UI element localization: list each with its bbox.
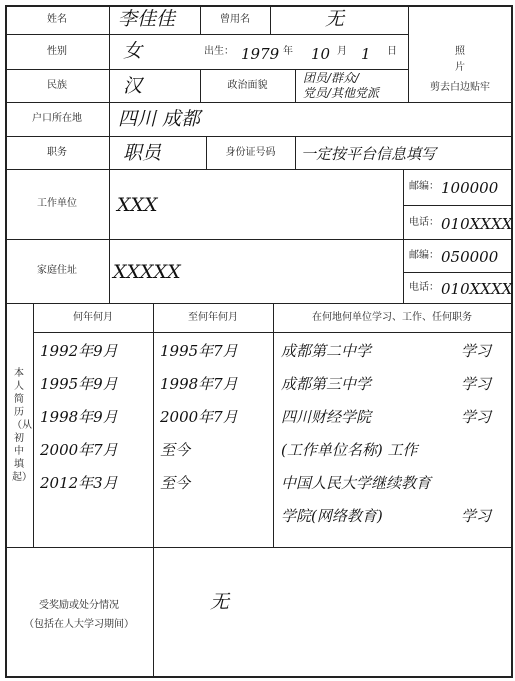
resume-where: (工作单位名称) 工作 [281, 441, 418, 459]
id-number-value: 一定按平台信息填写 [301, 145, 437, 163]
ethnicity-label: 民族 [47, 79, 67, 91]
home-inner-line [403, 272, 511, 273]
hukou-label: 户口所在地 [32, 113, 82, 124]
col-line-political-b [295, 69, 296, 102]
resume-from: 2012年3月 [40, 474, 118, 492]
name-value: 李佳佳 [118, 8, 176, 30]
birth-label: 出生： [204, 46, 234, 57]
col-line-label [109, 5, 110, 303]
registration-form [5, 5, 513, 678]
col-line-contact [403, 169, 404, 303]
awards-value: 无 [210, 591, 230, 613]
work-postcode-value: 100000 [441, 179, 499, 197]
resume-role: 学习 [461, 408, 492, 426]
home-phone-value: 010XXXX [441, 280, 513, 298]
work-phone-label: 电话： [409, 217, 439, 228]
resume-role: 学习 [461, 342, 492, 360]
resume-from: 1992年9月 [40, 342, 118, 360]
former-name-label: 曾用名 [220, 13, 250, 25]
gender-label: 性别 [47, 45, 67, 57]
day-unit: 日 [387, 46, 397, 57]
awards-label-1: 受奖励或处分情况 [39, 600, 119, 611]
month-unit: 月 [337, 46, 347, 57]
year-unit: 年 [283, 46, 293, 57]
work-phone-value: 010XXXX [441, 215, 513, 233]
resume-col-from: 何年何月 [73, 311, 113, 323]
birth-month-value: 10 [311, 45, 331, 63]
col-line-former-b [270, 5, 271, 34]
resume-to: 至今 [160, 474, 191, 492]
col-line-resume-side [33, 303, 34, 547]
work-unit-label: 工作单位 [37, 198, 77, 209]
photo-label-3: 剪去白边贴牢 [430, 82, 490, 93]
col-line-resume-a [153, 303, 154, 547]
resume-col-to: 至何年何月 [188, 311, 238, 323]
gender-value: 女 [123, 40, 143, 62]
home-label: 家庭住址 [37, 265, 77, 276]
awards-label-2: （包括在人大学习期间） [24, 619, 134, 630]
form-border-right [511, 5, 513, 678]
resume-from: 1995年9月 [40, 375, 118, 393]
birth-day-value: 1 [361, 45, 371, 63]
form-border-bottom [5, 676, 513, 678]
resume-header-line [33, 332, 511, 333]
political-value-1: 团员/群众/ [303, 71, 360, 85]
resume-from: 2000年7月 [40, 441, 118, 459]
resume-from: 1998年9月 [40, 408, 118, 426]
home-postcode-label: 邮编： [409, 250, 439, 261]
home-postcode-value: 050000 [441, 248, 499, 266]
resume-to: 至今 [160, 441, 191, 459]
resume-where: 成都第二中学 [281, 342, 372, 360]
ethnicity-value: 汉 [123, 75, 143, 97]
former-name-value: 无 [325, 8, 345, 30]
birth-year-value: 1979 [241, 45, 280, 63]
name-label: 姓名 [47, 13, 67, 25]
col-line-awards [153, 547, 154, 677]
resume-role: 学习 [461, 375, 492, 393]
political-label: 政治面貌 [227, 79, 268, 91]
job-value: 职员 [123, 142, 162, 164]
work-postcode-label: 邮编： [409, 181, 439, 192]
resume-where: 中国人民大学继续教育 [281, 474, 432, 492]
resume-side-label: 本人简历（从初中填起） [12, 368, 32, 483]
resume-where: 学院(网络教育) [281, 507, 383, 525]
resume-to: 1998年7月 [160, 375, 238, 393]
photo-label-1: 照 [455, 46, 465, 57]
job-label: 职务 [47, 146, 67, 158]
col-line-id-b [295, 136, 296, 169]
political-value-2: 党员/其他党派 [303, 86, 380, 100]
resume-to: 1995年7月 [160, 342, 238, 360]
row-line-8 [5, 547, 511, 548]
photo-label-2: 片 [455, 62, 465, 73]
home-value: XXXXX [113, 261, 181, 283]
work-unit-value: XXX [117, 194, 158, 216]
resume-col-where: 在何地何单位学习、工作、任何职务 [312, 311, 472, 323]
col-line-resume-b [273, 303, 274, 547]
resume-role: 学习 [461, 507, 492, 525]
id-number-label: 身份证号码 [225, 146, 276, 158]
resume-where: 四川财经学院 [281, 408, 372, 426]
resume-to: 2000年7月 [160, 408, 238, 426]
home-phone-label: 电话： [409, 282, 439, 293]
hukou-value: 四川 成都 [118, 108, 201, 130]
resume-where: 成都第三中学 [281, 375, 372, 393]
work-inner-line [403, 205, 511, 206]
